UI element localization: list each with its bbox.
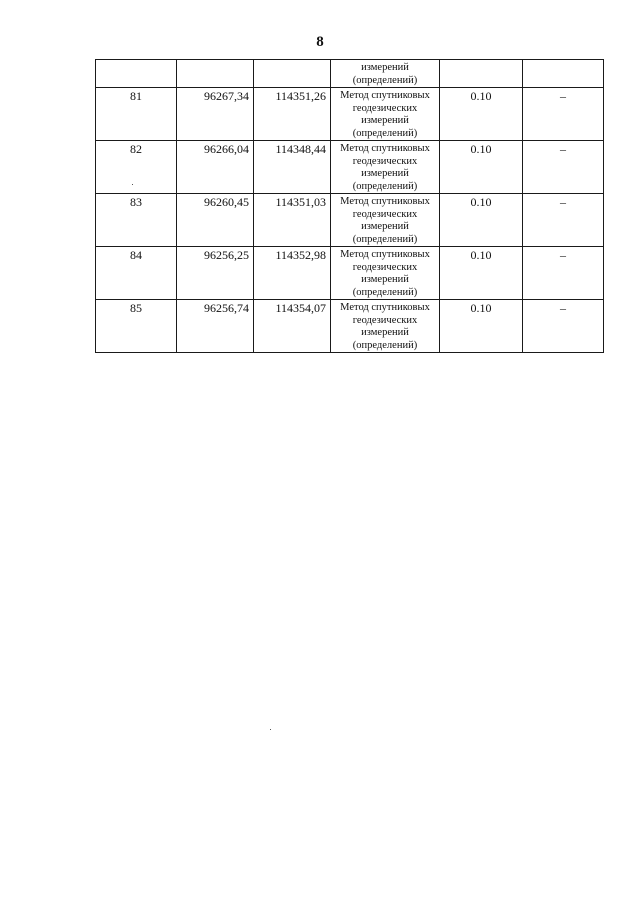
cell-x: 96267,34 [177, 88, 254, 141]
cell-note: – [523, 194, 604, 247]
method-line: измерений [361, 62, 409, 73]
method-line: (определений) [352, 74, 418, 86]
method-line: геодезических [352, 208, 418, 220]
table-row [96, 300, 604, 353]
cell-x [177, 60, 254, 88]
method-line: (определений) [352, 339, 418, 351]
cell-note: – [523, 141, 604, 194]
method-line: геодезических [352, 261, 418, 273]
method-line: Метод спутниковых [340, 90, 430, 101]
method-line: измерений [361, 327, 409, 338]
cell-accuracy: 0.10 [440, 194, 523, 247]
cell-note: – [523, 88, 604, 141]
method-line: измерений [361, 274, 409, 285]
cell-x: 96256,74 [177, 300, 254, 353]
cell-accuracy [440, 60, 523, 88]
method-line: измерений [361, 168, 409, 179]
cell-x: 96256,25 [177, 247, 254, 300]
table-row [96, 141, 604, 194]
method-line: Метод спутниковых [340, 143, 430, 154]
method-line: (определений) [352, 233, 418, 245]
cell-point-number: 85 [96, 300, 177, 353]
cell-x: 96260,45 [177, 194, 254, 247]
table-row-continuation [96, 60, 604, 88]
cell-x: 96266,04 [177, 141, 254, 194]
method-line: Метод спутниковых [340, 196, 430, 207]
method-line: (определений) [352, 180, 418, 192]
method-line: Метод спутниковых [340, 302, 430, 313]
method-line: геодезических [352, 314, 418, 326]
cell-point-number: 83 [96, 194, 177, 247]
cell-y: 114354,07 [254, 300, 331, 353]
cell-y: 114351,26 [254, 88, 331, 141]
table-row [96, 247, 604, 300]
cell-y: 114348,44 [254, 141, 331, 194]
cell-point-number: 84 [96, 247, 177, 300]
cell-point-number: 81 [96, 88, 177, 141]
cell-y: 114352,98 [254, 247, 331, 300]
table-row [96, 194, 604, 247]
cell-point-number: 82 [96, 141, 177, 194]
cell-accuracy: 0.10 [440, 88, 523, 141]
scan-speck [270, 729, 271, 730]
method-line: геодезических [352, 155, 418, 167]
cell-note [523, 60, 604, 88]
cell-method [331, 300, 440, 353]
cell-method [331, 88, 440, 141]
cell-accuracy: 0.10 [440, 300, 523, 353]
cell-y [254, 60, 331, 88]
method-line: измерений [361, 221, 409, 232]
table-row [96, 88, 604, 141]
cell-note: – [523, 247, 604, 300]
table-body [96, 60, 604, 353]
cell-method [331, 194, 440, 247]
page-number: 8 [316, 34, 324, 50]
method-line: измерений [361, 115, 409, 126]
cell-point-number [96, 60, 177, 88]
cell-method [331, 141, 440, 194]
cell-accuracy: 0.10 [440, 141, 523, 194]
cell-y: 114351,03 [254, 194, 331, 247]
method-line: геодезических [352, 102, 418, 114]
method-line: Метод спутниковых [340, 249, 430, 260]
method-line: (определений) [352, 286, 418, 298]
cell-note: – [523, 300, 604, 353]
cell-accuracy: 0.10 [440, 247, 523, 300]
coordinates-table [95, 59, 604, 353]
scan-speck [132, 184, 133, 185]
cell-method [331, 60, 440, 88]
method-line: (определений) [352, 127, 418, 139]
cell-method [331, 247, 440, 300]
